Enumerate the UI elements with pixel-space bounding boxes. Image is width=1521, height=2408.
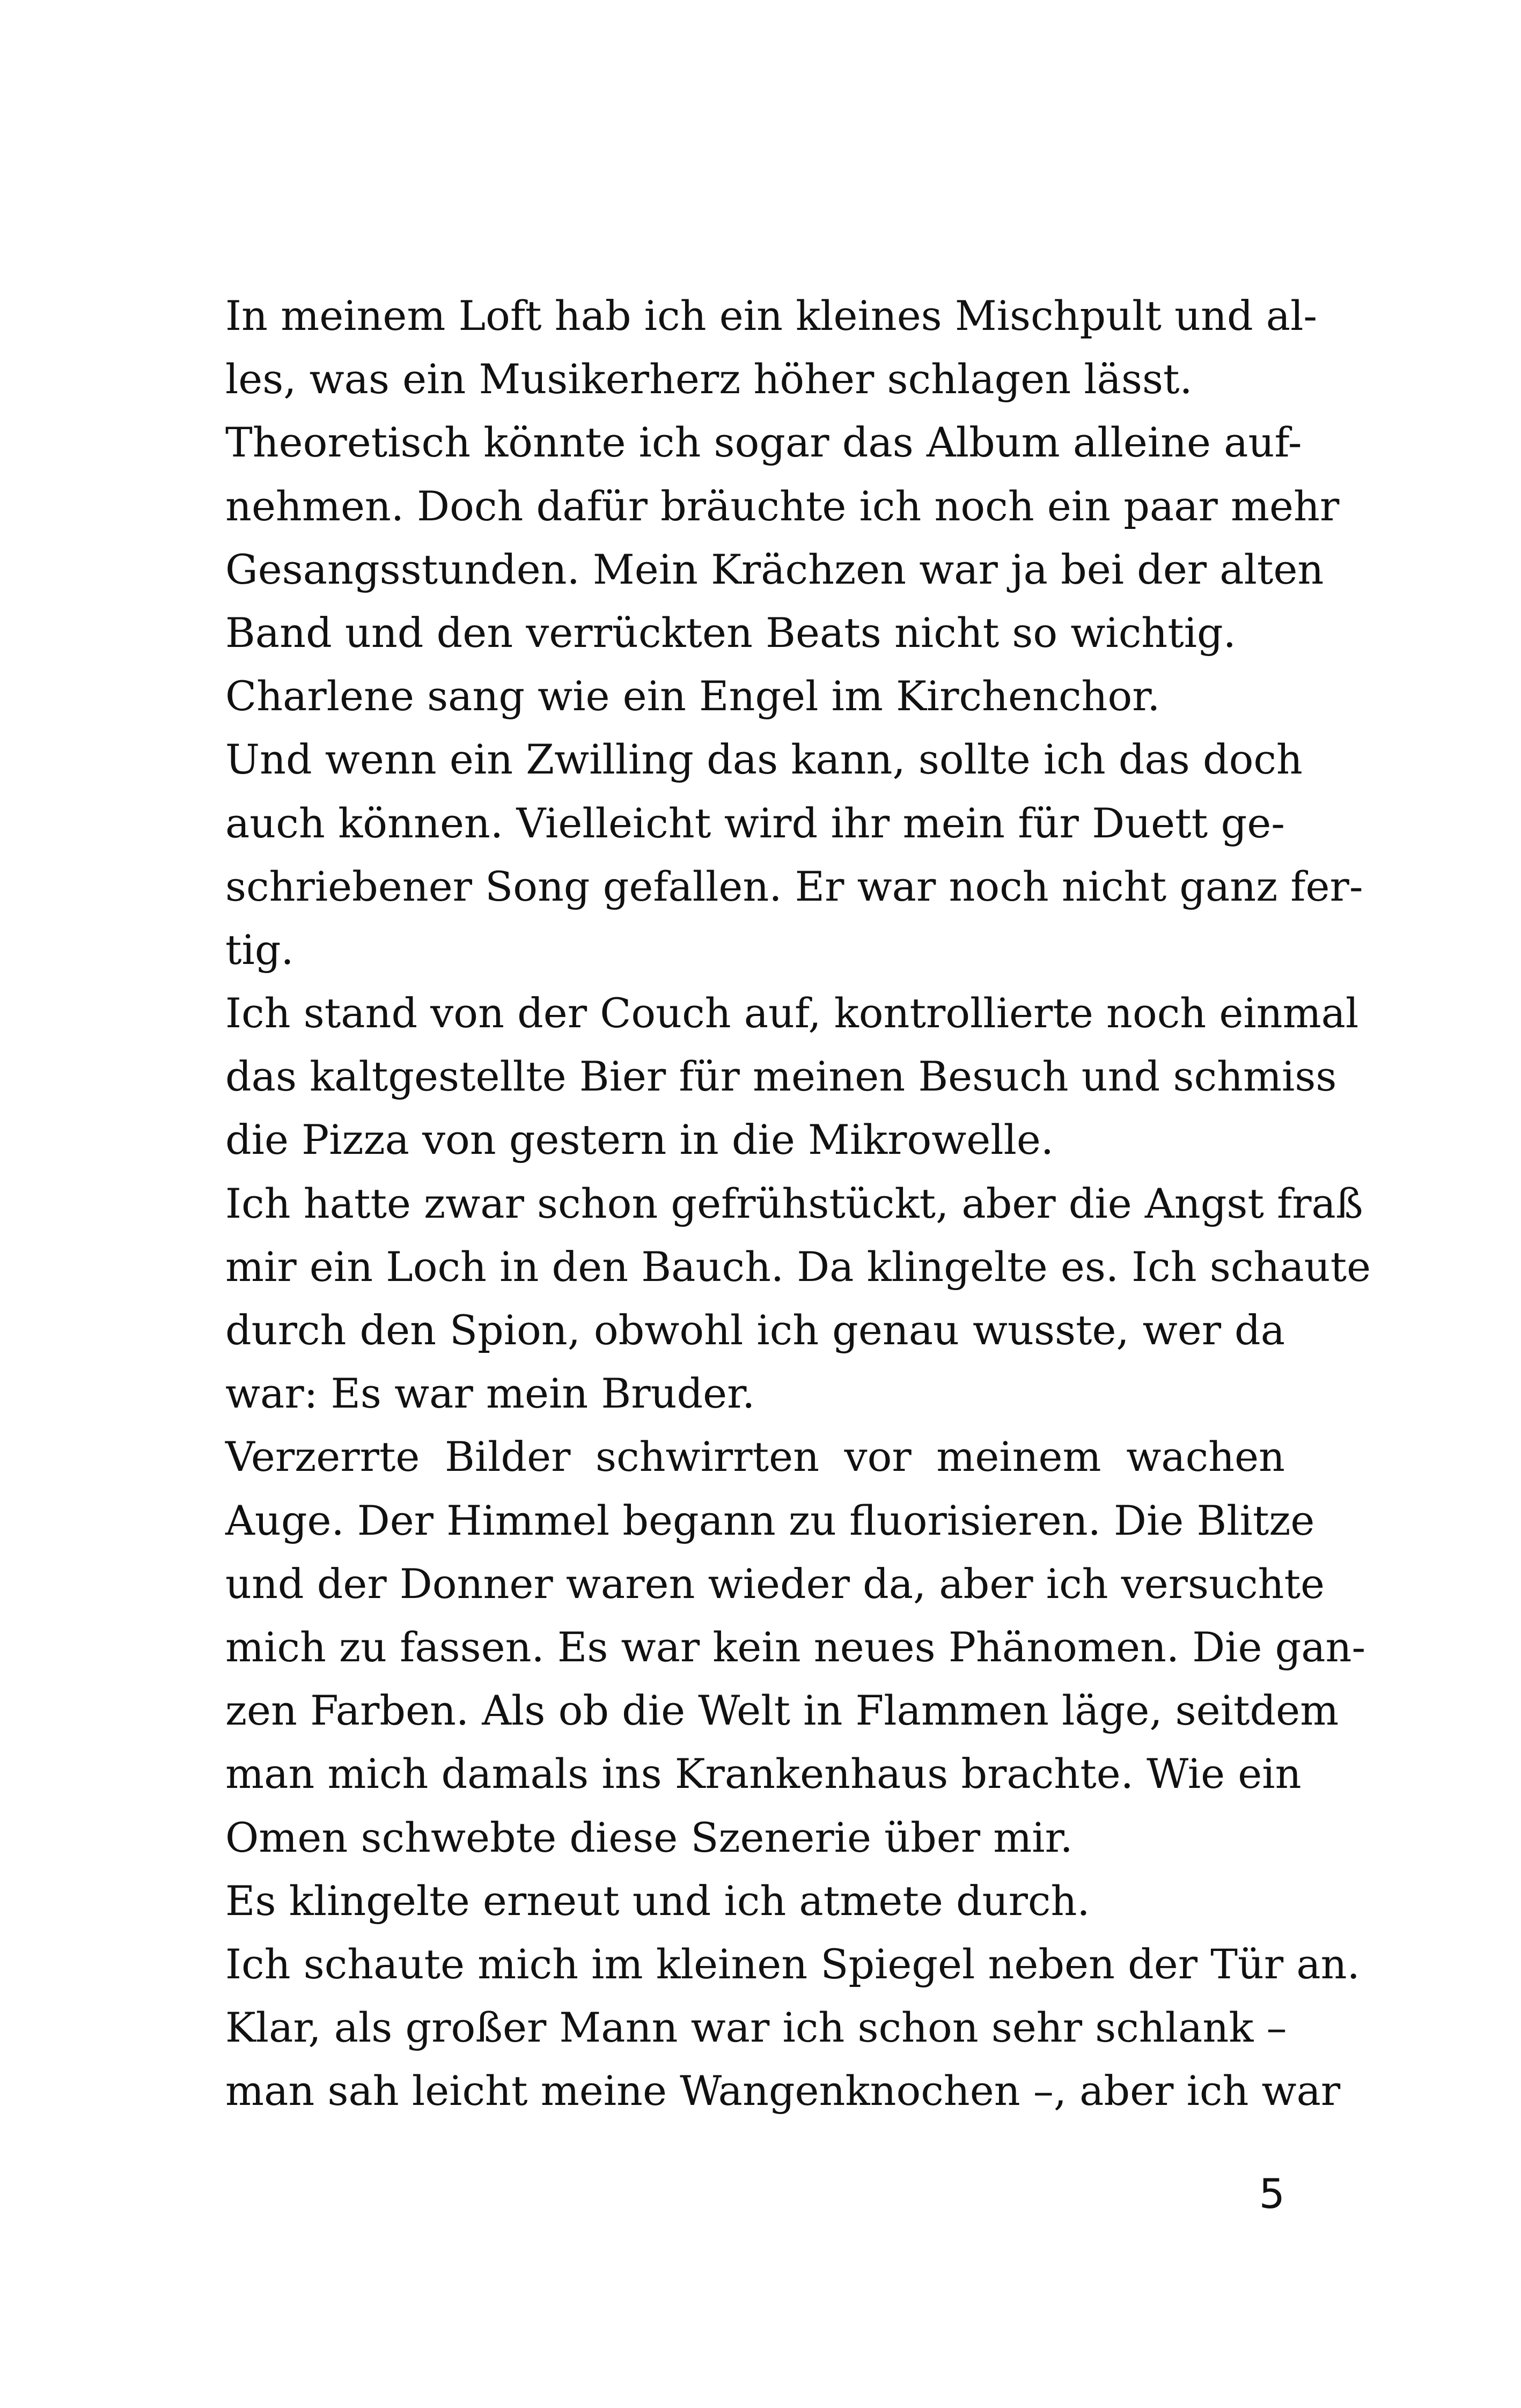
text-line: Verzerrte Bilder schwirrten vor meinem wachen	[225, 1433, 1285, 1481]
text-line: Ich hatte zwar schon gefrühstückt, aber die Angst fraß	[225, 1179, 1363, 1227]
body-text	[225, 284, 1371, 2123]
text-line: Auge. Der Himmel begann zu fluorisieren. Die Blitze	[225, 1496, 1315, 1544]
page-number: 5	[1259, 2170, 1285, 2218]
text-line: nehmen. Doch dafür bräuchte ich noch ein paar mehr	[225, 482, 1340, 530]
text-line: mir ein Loch in den Bauch. Da klingelte es. Ich schaute	[225, 1242, 1371, 1291]
text-line: Klar, als großer Mann war ich schon sehr schlank –	[225, 2004, 1287, 2052]
text-line: Und wenn ein Zwilling das kann, sollte ich das doch	[225, 735, 1303, 784]
text-line: Ich stand von der Couch auf, kontrollierte noch einmal	[225, 989, 1359, 1037]
text-line: Theoretisch könnte ich sogar das Album alleine auf-	[225, 418, 1302, 467]
text-line: Ich schaute mich im kleinen Spiegel neben der Tür an.	[225, 1940, 1360, 1988]
text-line: zen Farben. Als ob die Welt in Flammen läge, seitdem	[225, 1687, 1339, 1735]
text-line: und der Donner waren wieder da, aber ich versuchte	[225, 1559, 1325, 1608]
text-line: man sah leicht meine Wangenknochen –, aber ich war	[225, 2067, 1341, 2115]
text-line: man mich damals ins Krankenhaus brachte. Wie ein	[225, 1750, 1302, 1798]
text-line: auch können. Vielleicht wird ihr mein für Duett ge-	[225, 799, 1285, 847]
text-line: les, was ein Musikerherz höher schlagen lässt.	[225, 355, 1193, 403]
text-line: war: Es war mein Bruder.	[225, 1369, 755, 1418]
text-line: Charlene sang wie ein Engel im Kirchenchor.	[225, 672, 1160, 720]
text-line: Omen schwebte diese Szenerie über mir.	[225, 1813, 1073, 1861]
text-line: Gesangsstunden. Mein Krächzen war ja bei der alten	[225, 545, 1324, 593]
text-line: Es klingelte erneut und ich atmete durch.	[225, 1876, 1090, 1925]
text-line: mich zu fassen. Es war kein neues Phänomen. Die gan-	[225, 1623, 1366, 1671]
text-line: In meinem Loft hab ich ein kleines Mischpult und al-	[225, 292, 1318, 340]
text-line: durch den Spion, obwohl ich genau wusste, wer da	[225, 1306, 1285, 1354]
text-line: schriebener Song gefallen. Er war noch nicht ganz fer-	[225, 862, 1363, 910]
text-line: tig.	[225, 925, 294, 974]
text-line: Band und den verrückten Beats nicht so wichtig.	[225, 608, 1236, 657]
text-line: die Pizza von gestern in die Mikrowelle.	[225, 1116, 1054, 1164]
text-line: das kaltgestellte Bier für meinen Besuch und schmiss	[225, 1052, 1337, 1101]
